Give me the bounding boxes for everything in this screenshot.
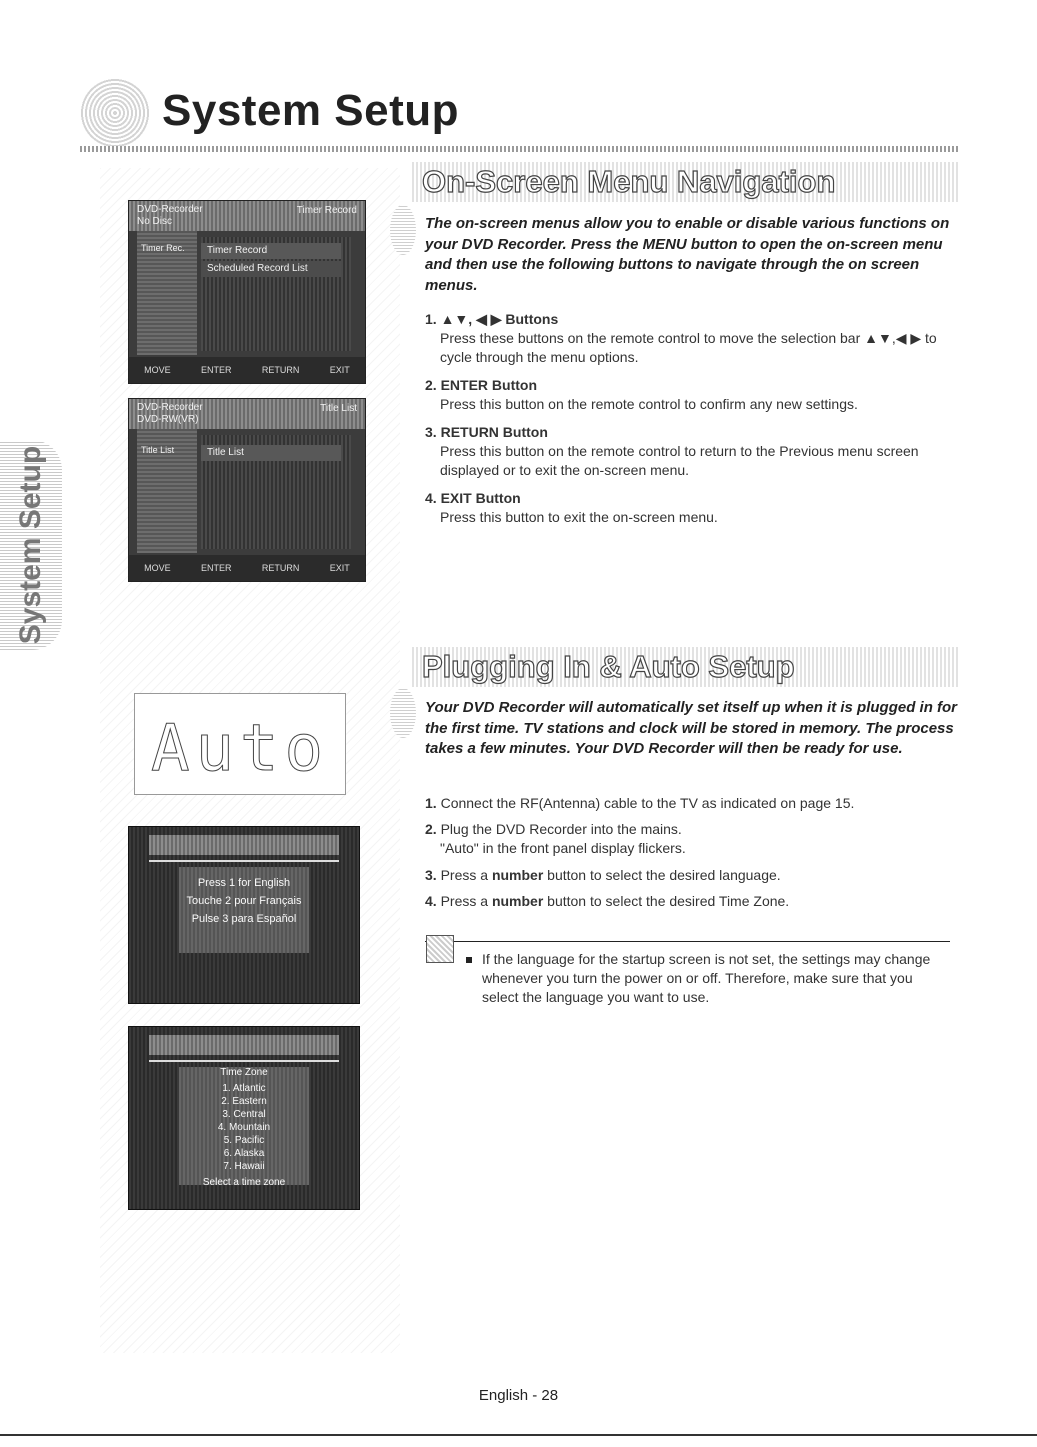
step-subtext: "Auto" in the front panel display flickers. (440, 840, 686, 856)
step-heading: RETURN Button (440, 424, 548, 440)
step-text-post: button to select the desired language. (543, 867, 781, 883)
osd-footer-exit: EXIT (329, 365, 350, 375)
note-icon (426, 935, 454, 963)
step-number: 3. (425, 867, 437, 883)
bullet-icon (466, 957, 472, 963)
step-item (425, 866, 965, 885)
step-item (425, 820, 965, 858)
osd-title-right: Timer Record (296, 205, 357, 216)
step-number: 2. (425, 377, 437, 393)
osd-title-strip (149, 1035, 339, 1055)
osd-language-select (128, 826, 360, 1004)
osd-menu-item-1: Timer Record (201, 243, 341, 259)
step-item (425, 892, 965, 911)
step-text: Plug the DVD Recorder into the mains. (440, 821, 682, 837)
step-item (425, 489, 965, 527)
side-tab-label: System Setup (14, 445, 47, 645)
osd-footer-return: RETURN (261, 365, 300, 375)
osd-disc: No Disc (137, 216, 173, 227)
step-text-bold: number (491, 893, 544, 909)
page-title: System Setup (162, 86, 459, 135)
osd-side-icons (137, 429, 197, 553)
section-mark-icon (390, 205, 416, 255)
step-text: Press this button on the remote control to confirm any new settings. (440, 396, 858, 412)
osd-timer-record (128, 200, 366, 384)
osd-title-right: Title List (320, 403, 357, 414)
osd-footer (129, 555, 365, 581)
step-item (425, 376, 965, 414)
step-heading: ▲▼, ◀ ▶ Buttons (440, 311, 559, 327)
time-zone-item: 5. Pacific (223, 1135, 265, 1146)
osd-footer-return: RETURN (261, 563, 300, 573)
note-divider (425, 941, 950, 942)
step-heading: EXIT Button (440, 490, 521, 506)
step-text: Press this button to exit the on-screen menu. (440, 509, 718, 525)
step-heading: ENTER Button (440, 377, 538, 393)
time-zone-footer: Select a time zone (202, 1177, 286, 1188)
section-title: On-Screen Menu Navigation (422, 164, 836, 199)
step-number: 4. (425, 490, 437, 506)
disc-icon (80, 78, 150, 148)
section-header-auto-setup (412, 647, 960, 687)
section-intro: The on-screen menus allow you to enable or disable various functions on your DVD Recorder. Press the MENU button to open the on-screen menu and then use the following buttons to navigate through the on screen menus. (425, 215, 950, 294)
step-number: 2. (425, 821, 437, 837)
osd-time-zone (128, 1026, 360, 1210)
time-zone-item: 2. Eastern (221, 1096, 267, 1107)
step-number: 1. (425, 795, 437, 811)
osd-disc: DVD-RW(VR) (137, 414, 199, 425)
page-number: English - 28 (478, 1387, 559, 1404)
step-number: 4. (425, 893, 437, 909)
note-text: If the language for the startup screen is not set, the settings may change whenever you turn the power on or off. Therefore, make sure that you select the language you want to use. (482, 951, 931, 1005)
section-intro: Your DVD Recorder will automatically set itself up when it is plugged in for the first time. TV stations and clock will be stored in memory. The process takes a few minutes. Your DVD Recorder will then be ready for use. (425, 699, 958, 757)
step-text: Press these buttons on the remote control to move the selection bar ▲▼,◀ ▶ to cycle through the menu options. (440, 330, 937, 365)
language-option-2: Touche 2 pour Français (186, 895, 302, 907)
step-number: 3. (425, 424, 437, 440)
time-zone-item: 3. Central (222, 1109, 266, 1120)
section-header-navigation (412, 162, 960, 202)
step-number: 1. (425, 311, 437, 327)
osd-footer-move: MOVE (144, 365, 171, 375)
osd-divider (149, 1060, 339, 1062)
section-mark-icon (390, 688, 416, 738)
step-text: Connect the RF(Antenna) cable to the TV as indicated on page 15. (440, 795, 855, 811)
time-zone-heading: Time Zone (220, 1067, 268, 1078)
osd-side-icons (137, 231, 197, 355)
step-text-pre: Press a (440, 893, 492, 909)
language-option-1: Press 1 for English (197, 877, 291, 889)
osd-footer-enter: ENTER (201, 365, 232, 375)
osd-footer-enter: ENTER (201, 563, 232, 573)
time-zone-item: 4. Mountain (217, 1122, 271, 1133)
osd-device: DVD-Recorder (137, 204, 203, 215)
step-item (425, 423, 965, 480)
time-zone-item: 1. Atlantic (222, 1083, 266, 1094)
step-text-post: button to select the desired Time Zone. (543, 893, 790, 909)
time-zone-item: 7. Hawaii (223, 1161, 265, 1172)
step-item (425, 310, 965, 367)
osd-side-item: Title List (141, 445, 175, 455)
osd-footer (129, 357, 365, 383)
side-tab (0, 440, 62, 650)
section-title: Plugging In & Auto Setup (422, 649, 795, 684)
osd-title-list (128, 398, 366, 582)
header-divider (80, 146, 960, 152)
osd-menu-item-1: Title List (201, 445, 341, 461)
osd-divider (149, 860, 339, 862)
osd-side-item: Timer Rec. (141, 243, 185, 253)
osd-title-left (137, 204, 203, 228)
osd-footer-exit: EXIT (329, 563, 350, 573)
bottom-divider (0, 1434, 1037, 1436)
osd-title-strip (149, 835, 339, 855)
osd-device: DVD-Recorder (137, 402, 203, 413)
osd-menu-item-2: Scheduled Record List (201, 261, 341, 277)
step-text-bold: number (491, 867, 544, 883)
step-text-pre: Press a (440, 867, 492, 883)
language-option-3: Pulse 3 para Español (191, 913, 297, 925)
time-zone-item: 6. Alaska (223, 1148, 265, 1159)
osd-title-left (137, 402, 203, 426)
step-text: Press this button on the remote control to return to the Previous menu screen displayed or to exit the on-screen menu. (440, 443, 919, 478)
front-panel-display (134, 693, 346, 795)
front-panel-text: Auto (150, 712, 330, 786)
step-item (425, 794, 965, 813)
osd-footer-move: MOVE (144, 563, 171, 573)
